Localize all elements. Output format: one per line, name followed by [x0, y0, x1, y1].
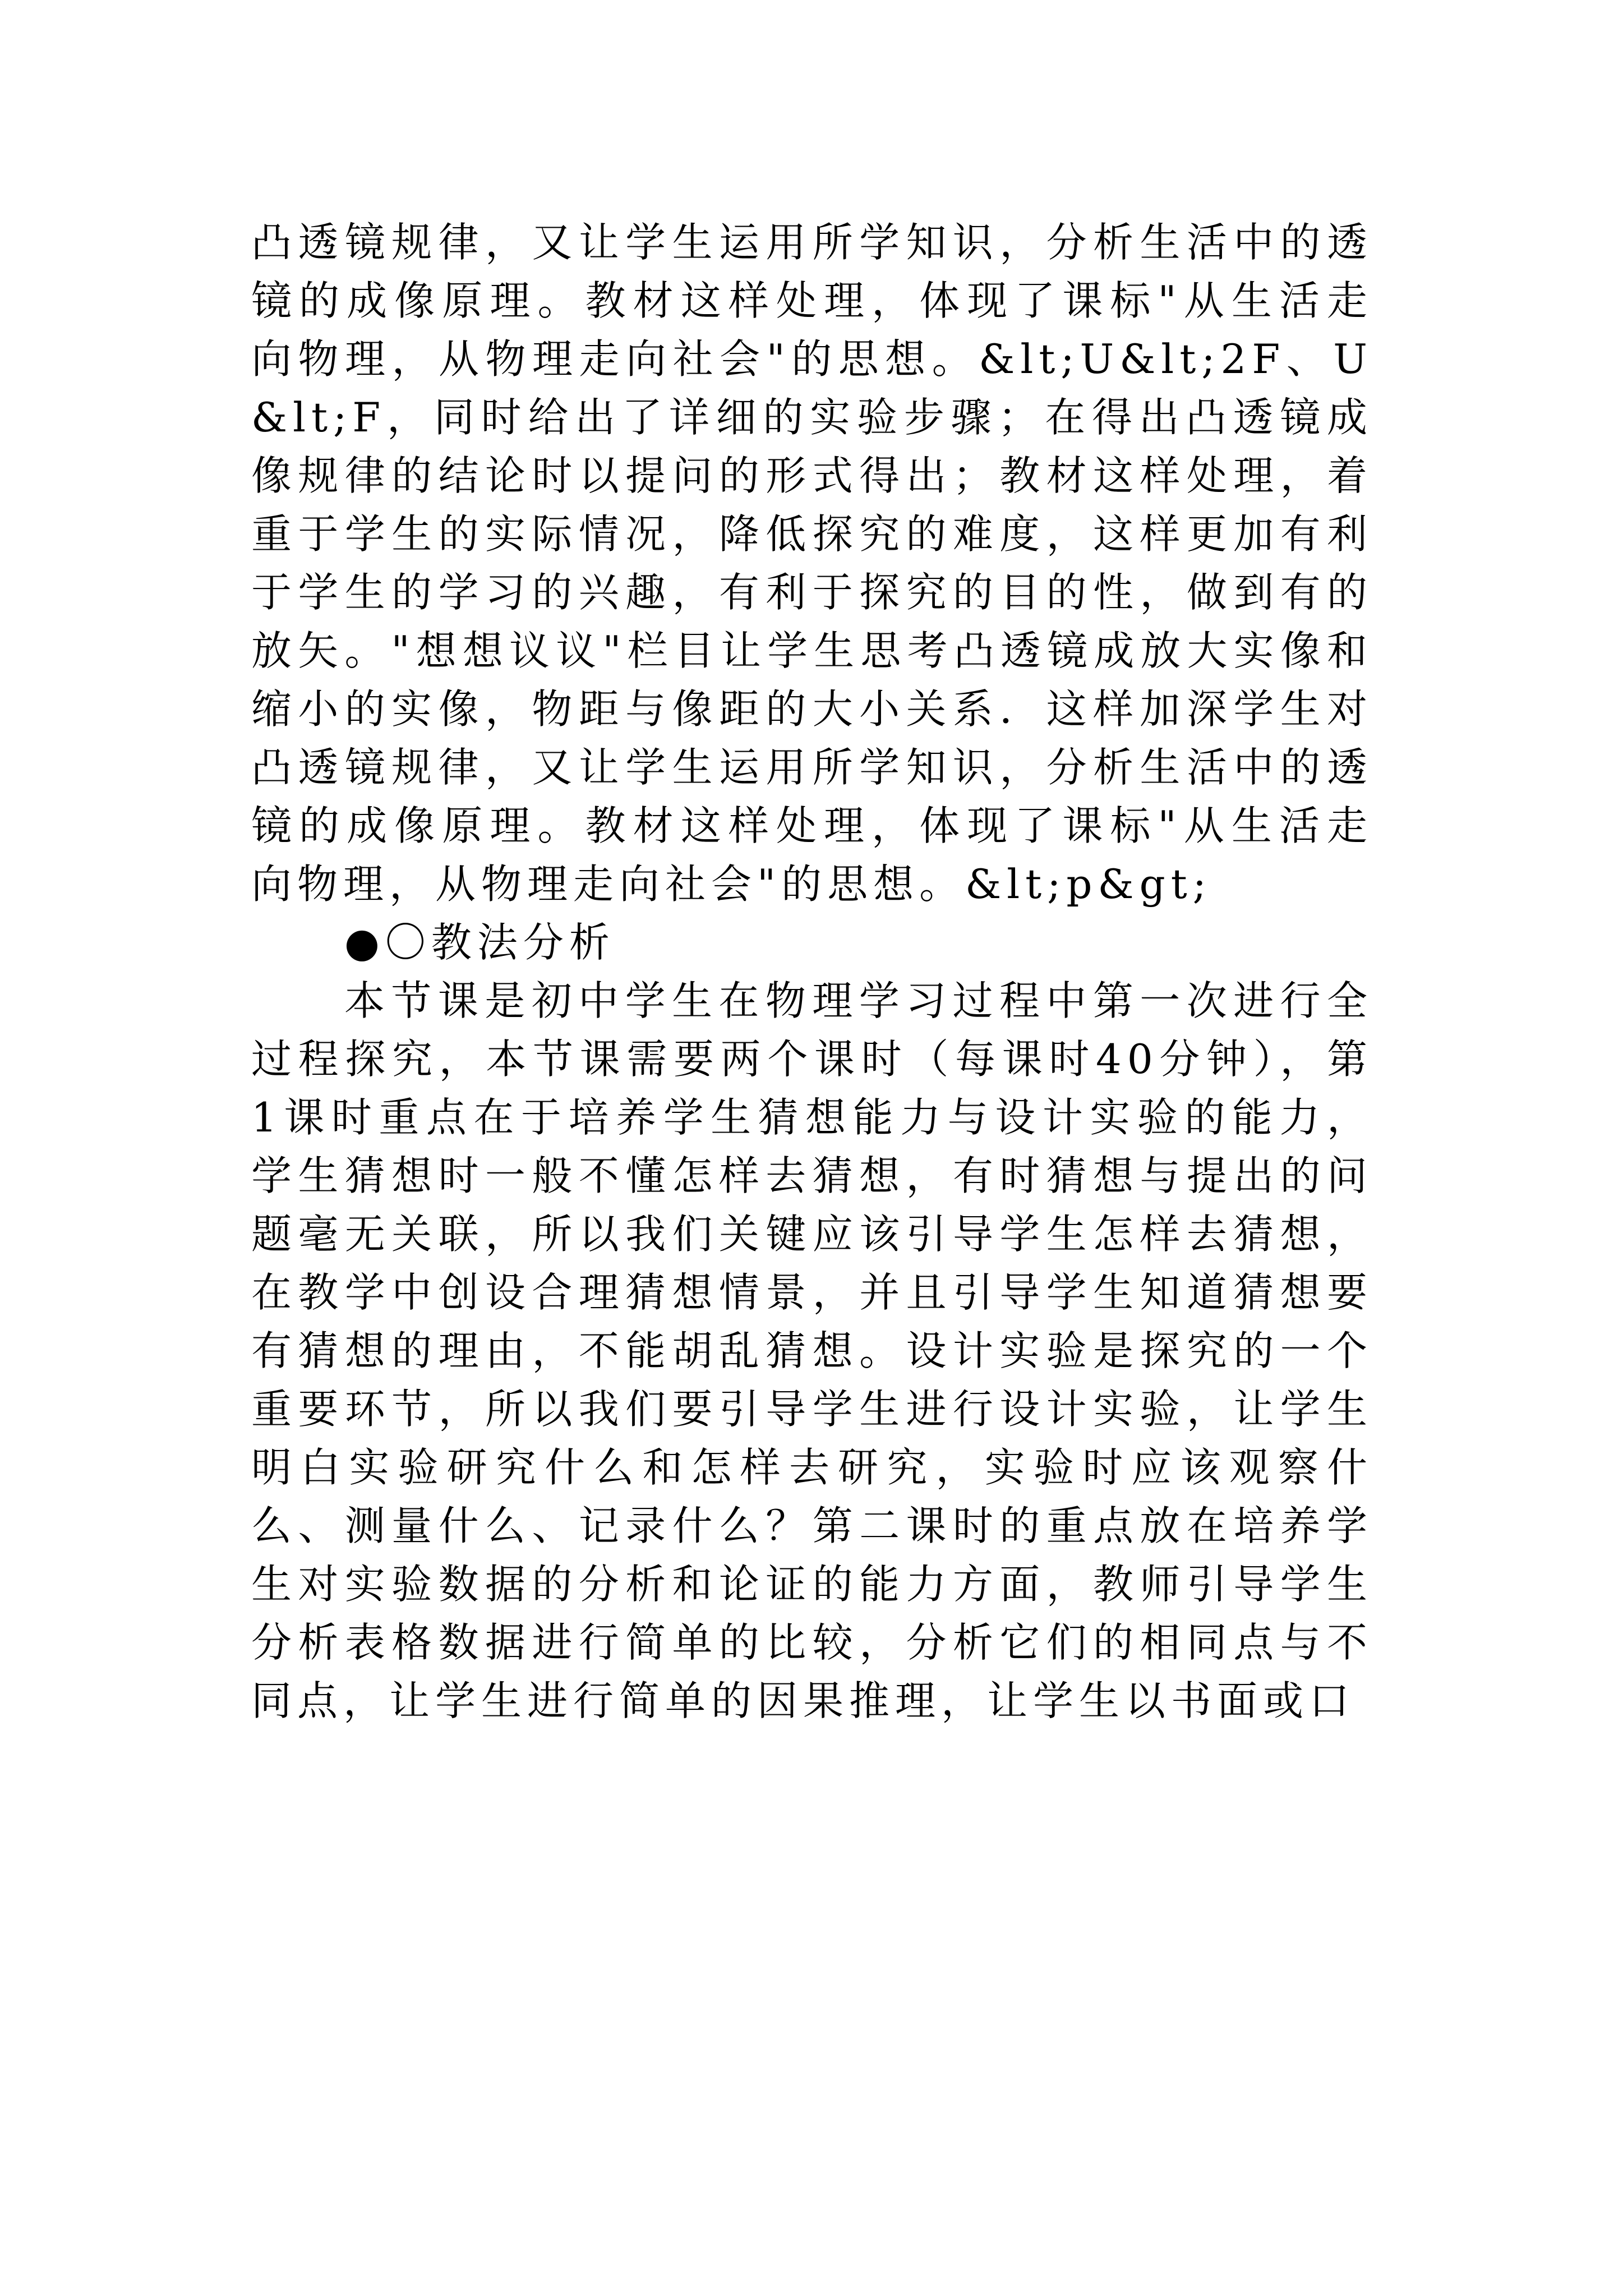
- section-heading-teaching-method: ●〇教法分析: [344, 919, 615, 966]
- paragraph-teaching-method: 本节课是初中学生在物理学习过程中第一次进行全过程探究，本节课需要两个课时（每课时40分钟），第1课时重点在于培养学生猜想能力与设计实验的能力，学生猜想时一般不懂怎样去猜想，有时猜想与提出的问题毫无关联，所以我们关键应该引导学生怎样去猜想，在教学中创设合理猜想情景，并且引导学生知道猜想要有猜想的理由，不能胡乱猜想。设计实验是探究的一个重要环节，所以我们要引导学生进行设计实验，让学生明白实验研究什么和怎样去研究，实验时应该观察什么、测量什么、记录什么？第二课时的重点放在培养学生对实验数据的分析和论证的能力方面，教师引导学生分析表格数据进行简单的比较，分析它们的相同点与不同点，让学生进行简单的因果推理，让学生以书面或口: [251, 977, 1373, 1724]
- document-body: [251, 213, 1373, 1730]
- paragraph-textbook-analysis: 凸透镜规律，又让学生运用所学知识，分析生活中的透镜的成像原理。教材这样处理，体现了课标"从生活走向物理，从物理走向社会"的思想。&lt;U&lt;2F、U&lt;F，同时给出了详细的实验步骤；在得出凸透镜成像规律的结论时以提问的形式得出；教材这样处理，着重于学生的实际情况，降低探究的难度，这样更加有利于学生的学习的兴趣，有利于探究的目的性，做到有的放矢。"想想议议"栏目让学生思考凸透镜成放大实像和缩小的实像，物距与像距的大小关系．这样加深学生对凸透镜规律，又让学生运用所学知识，分析生活中的透镜的成像原理。教材这样处理，体现了课标"从生活走向物理，从物理走向社会"的思想。&lt;p&gt;: [251, 219, 1373, 908]
